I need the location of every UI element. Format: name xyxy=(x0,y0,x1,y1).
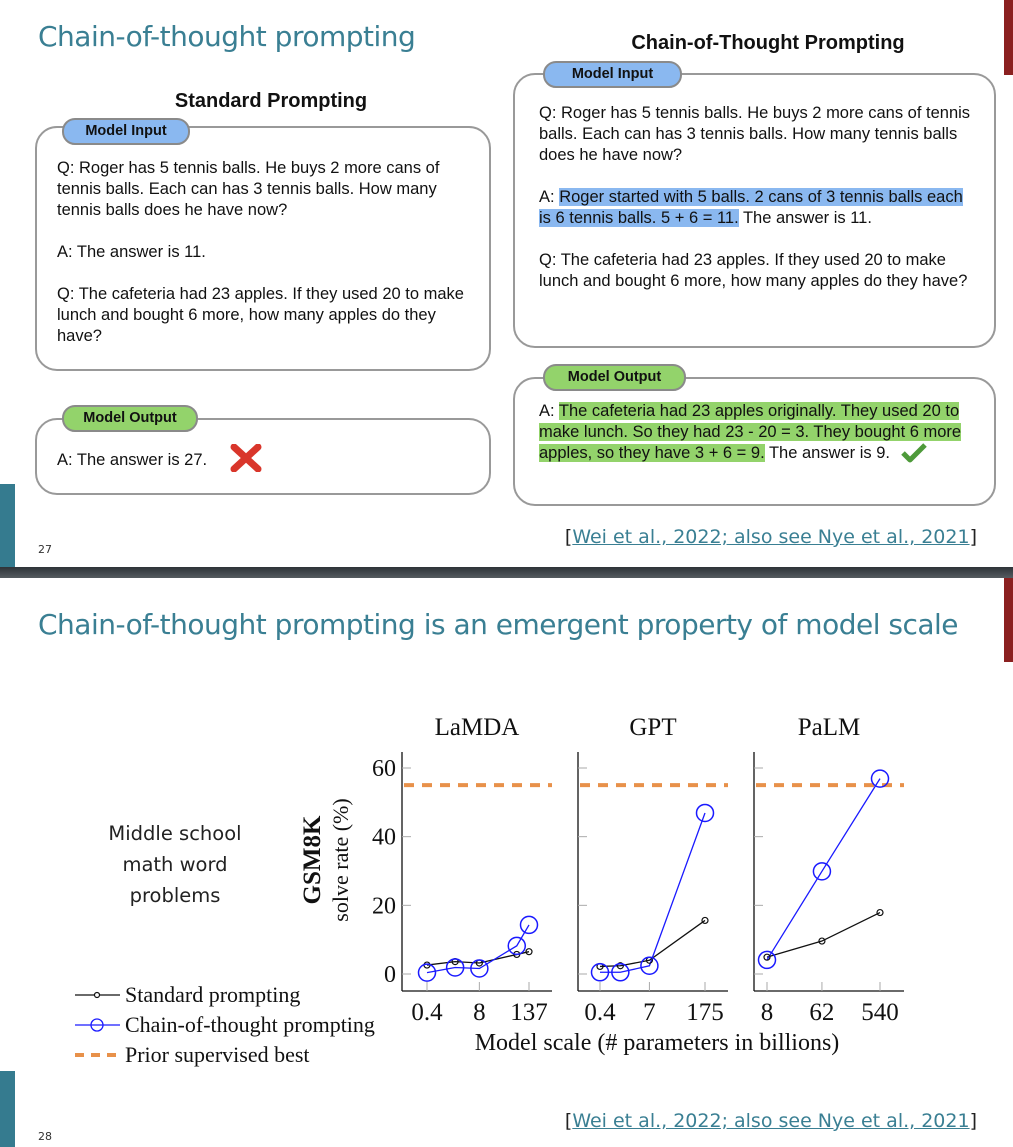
reasoning-highlight: The cafeteria had 23 apples originally. They used 20 to make lunch. So they had 23 - 20 = 3. They bought 6 more apples, so they have 3 + 6 = 9. xyxy=(539,402,962,462)
slide-title: Chain-of-thought prompting is an emergent property of model scale xyxy=(38,608,959,641)
x-axis-label: Model scale (# parameters in billions) xyxy=(474,1030,840,1056)
model-output-label: Model Output xyxy=(62,405,198,432)
cot-point xyxy=(872,770,889,787)
slide-divider xyxy=(0,567,1013,578)
green-check-icon xyxy=(901,443,927,463)
citation: [Wei et al., 2022; also see Nye et al., 2021] xyxy=(564,1110,977,1132)
x-tick-label: 137 xyxy=(510,999,548,1026)
citation: [Wei et al., 2022; also see Nye et al., 2021] xyxy=(564,526,977,548)
accent-bar xyxy=(0,484,15,567)
x-tick-label: 175 xyxy=(686,999,724,1026)
x-tick-label: 540 xyxy=(861,999,899,1026)
x-tick-label: 0.4 xyxy=(584,999,616,1026)
y-tick-label: 0 xyxy=(384,962,396,988)
cot-line-icon xyxy=(75,1018,120,1032)
answer-prefix: A: xyxy=(539,402,559,420)
page-number: 27 xyxy=(38,543,52,556)
citation-link[interactable]: Wei et al., 2022; also see Nye et al., 2021 xyxy=(572,1110,970,1132)
input-question-1: Q: Roger has 5 tennis balls. He buys 2 more cans of tennis balls. Each can has 3 tennis balls. How many tennis balls does he have now? xyxy=(539,104,971,164)
input-answer-1: A: The answer is 11. xyxy=(57,243,206,261)
cot-output-box xyxy=(513,377,996,506)
output-text xyxy=(539,401,976,464)
legend-label: Standard prompting xyxy=(125,982,301,1007)
x-tick-label: 62 xyxy=(809,999,835,1026)
input-question-1: Q: Roger has 5 tennis balls. He buys 2 more cans of tennis balls. Each can has 3 tennis balls. How many tennis balls does he have now? xyxy=(57,159,440,219)
red-x-icon xyxy=(230,444,262,472)
cot-point xyxy=(419,964,436,981)
standard-input-box xyxy=(35,126,491,371)
x-tick-label: 8 xyxy=(760,999,774,1026)
slide-title: Chain-of-thought prompting xyxy=(38,20,416,53)
answer-suffix: The answer is 11. xyxy=(738,209,872,227)
legend-standard xyxy=(75,980,375,1010)
answer-suffix: The answer is 9. xyxy=(764,444,891,462)
reasoning-highlight: Roger started with 5 balls. 2 cans of 3 tennis balls each is 6 tennis balls. 5 + 6 = 11. xyxy=(539,188,963,227)
cot-input-box xyxy=(513,73,996,348)
chart-legend xyxy=(75,980,375,1070)
model-input-label: Model Input xyxy=(62,118,190,145)
output-text: A: The answer is 27. xyxy=(57,451,208,469)
gsm8k-chart xyxy=(280,690,920,1070)
input-question-2: Q: The cafeteria had 23 apples. If they used 20 to make lunch and bought 6 more, how many apples do they have? xyxy=(57,285,464,345)
dashed-line-icon xyxy=(75,1048,120,1062)
y-tick-label: 40 xyxy=(372,824,396,851)
x-tick-label: 0.4 xyxy=(411,999,443,1026)
cot-prompting-heading: Chain-of-Thought Prompting xyxy=(631,32,905,54)
input-answer-1 xyxy=(539,187,976,229)
task-description: Middle school math word problems xyxy=(108,822,242,907)
page-number: 28 xyxy=(38,1130,52,1143)
legend-label: Prior supervised best xyxy=(125,1042,310,1067)
cot-point xyxy=(521,916,538,933)
standard-line-icon xyxy=(75,988,120,1002)
standard-series-line xyxy=(767,913,880,958)
y-tick-label: 20 xyxy=(372,893,396,920)
accent-bar xyxy=(0,1071,15,1147)
standard-prompting-heading: Standard Prompting xyxy=(174,90,368,112)
citation-link[interactable]: Wei et al., 2022; also see Nye et al., 2021 xyxy=(572,526,970,548)
legend-label: Chain-of-thought prompting xyxy=(125,1012,375,1037)
y-axis-label: solve rate (%) xyxy=(328,798,353,922)
legend-cot xyxy=(75,1010,375,1040)
x-tick-label: 7 xyxy=(643,999,656,1026)
panel-title: LaMDA xyxy=(434,714,520,741)
model-input-label: Model Input xyxy=(543,61,682,88)
accent-bar xyxy=(1004,578,1013,662)
x-tick-label: 8 xyxy=(473,999,486,1026)
legend-prior-best xyxy=(75,1040,375,1070)
panel-title: PaLM xyxy=(797,714,861,741)
input-question-2: Q: The cafeteria had 23 apples. If they used 20 to make lunch and bought 6 more, how many apples do they have? xyxy=(539,251,968,290)
panel-title: GPT xyxy=(629,714,677,741)
cot-series-line xyxy=(767,779,880,960)
model-output-label: Model Output xyxy=(543,364,686,391)
y-axis-label: GSM8K xyxy=(299,815,326,905)
cot-series-line xyxy=(600,813,705,972)
answer-prefix: A: xyxy=(539,188,560,206)
y-tick-label: 60 xyxy=(372,756,396,782)
